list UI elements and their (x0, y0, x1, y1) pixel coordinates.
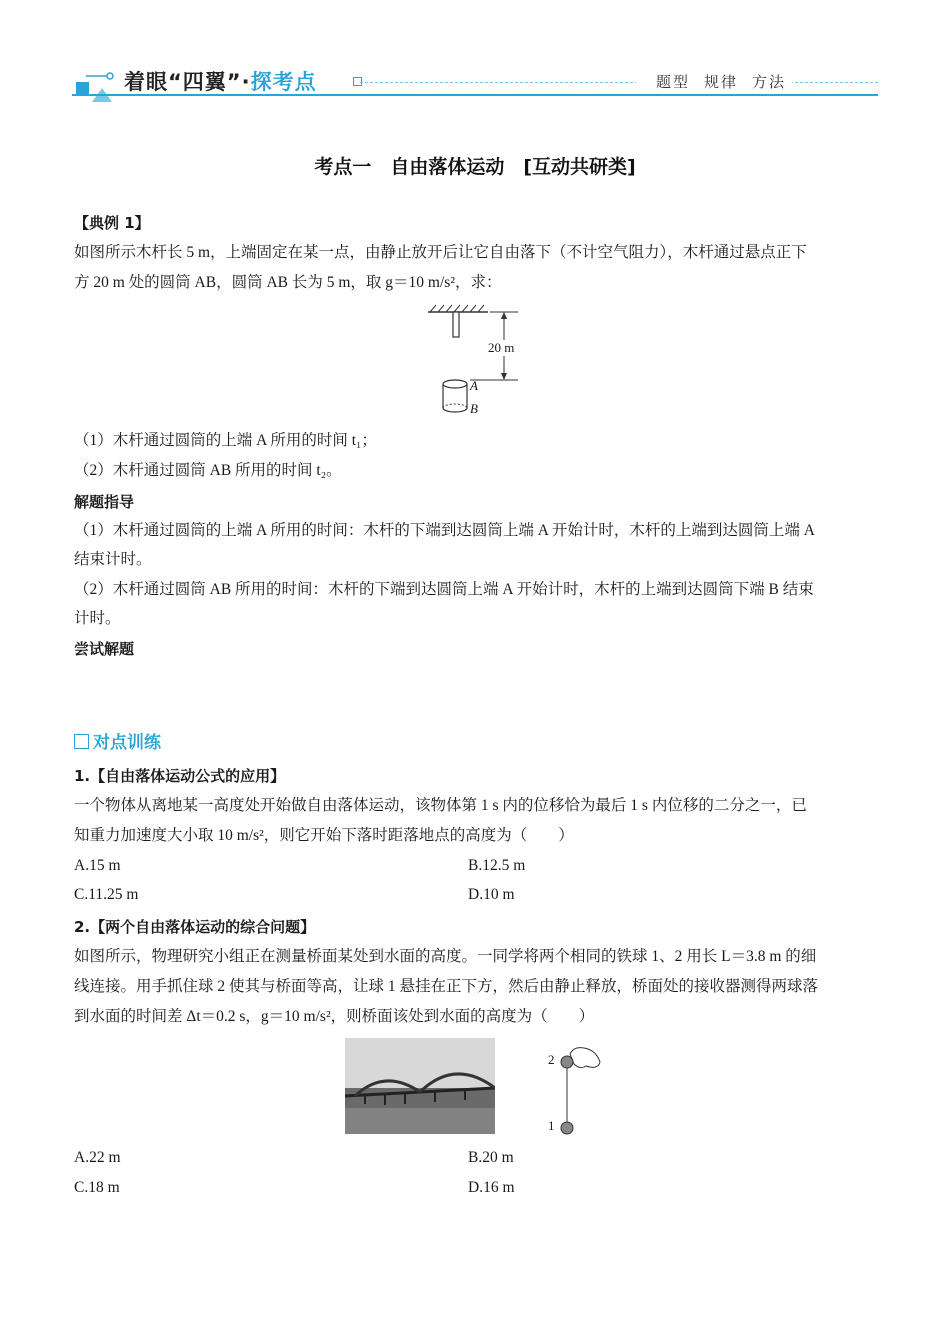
example-question-2: （2）木杆通过圆筒 AB 所用的时间 t₂。 (74, 462, 342, 479)
header-underline (72, 94, 878, 96)
figure-label-a: A (470, 378, 478, 393)
guide-title: 解题指导 (74, 493, 135, 511)
q1-option-a[interactable]: A.15 m (74, 857, 121, 874)
training-q2-label: 2.【两个自由落体运动的综合问题】 (74, 918, 316, 936)
q1-option-d[interactable]: D.10 m (468, 886, 515, 903)
q2-option-c[interactable]: C.18 m (74, 1179, 120, 1196)
guide-2-line1: （2）木杆通过圆筒 AB 所用的时间：木杆的下端到达圆筒上端 A 开始计时，木杆的上端到达圆筒下端 B 结束 (74, 581, 814, 598)
header-title: 着眼“四翼”·探考点 (124, 70, 317, 94)
bridge-drawing (345, 1038, 495, 1134)
training-q1-label: 1.【自由落体运动公式的应用】 (74, 767, 286, 785)
training-q2-line3: 到水面的时间差 Δt＝0.2 s，g＝10 m/s²，则桥面该处到水面的高度为（ ） (74, 1008, 595, 1025)
bridge-photo (345, 1038, 495, 1134)
ball-label-1: 1 (548, 1118, 555, 1133)
q2-option-a[interactable]: A.22 m (74, 1149, 121, 1166)
section-title: 考点一 自由落体运动 [互动共研类] (314, 156, 636, 178)
header-logo-icon (72, 62, 124, 106)
q1-option-b[interactable]: B.12.5 m (468, 857, 526, 874)
checkbox-square-icon (74, 734, 89, 749)
training-title: 对点训练 (74, 728, 880, 758)
training-q1-line2: 知重力加速度大小取 10 m/s²，则它开始下落时距落地点的高度为（ ） (74, 827, 574, 844)
q2-option-d[interactable]: D.16 m (468, 1179, 515, 1196)
header-right-labels: 题型 规律 方法 (636, 71, 792, 92)
guide-2-line2: 计时。 (74, 610, 121, 627)
training-q2-line2: 线连接。用手抓住球 2 使其与桥面等高，让球 1 悬挂在正下方，然后由静止释放，桥面处的接收器测得两球落 (74, 978, 819, 995)
q1-option-c[interactable]: C.11.25 m (74, 886, 139, 903)
figure-label-b: B (470, 401, 478, 416)
training-q2-line1: 如图所示，物理研究小组正在测量桥面某处到水面的高度。一同学将两个相同的铁球 1、2 用长 L＝3.8 m 的细 (74, 948, 817, 965)
example-question-1: （1）木杆通过圆筒的上端 A 所用的时间 t₁； (74, 432, 377, 449)
training-q1-line1: 一个物体从离地某一高度处开始做自由落体运动，该物体第 1 s 内的位移恰为最后 1 s 内位移的二分之一，已 (74, 797, 807, 814)
figure-distance-label: 20 m (488, 340, 515, 355)
example-text-line2: 方 20 m 处的圆筒 AB，圆筒 AB 长为 5 m，取 g＝10 m/s²，求： (74, 274, 502, 291)
guide-1-line1: （1）木杆通过圆筒的上端 A 所用的时间：木杆的下端到达圆筒上端 A 开始计时，木杆的上端到达圆筒上端 A (74, 522, 815, 539)
ball-label-2: 2 (548, 1052, 555, 1067)
guide-1-line2: 结束计时。 (74, 551, 152, 568)
example-label: 【典例 1】 (74, 214, 150, 232)
q2-option-b[interactable]: B.20 m (468, 1149, 514, 1166)
example-text-line1: 如图所示木杆长 5 m，上端固定在某一点，由静止放开后让它自由落下（不计空气阻力），木杆通过悬点正下 (74, 244, 807, 261)
header-dashed-line (360, 82, 878, 83)
page-header (72, 62, 878, 106)
try-title: 尝试解题 (74, 640, 135, 658)
